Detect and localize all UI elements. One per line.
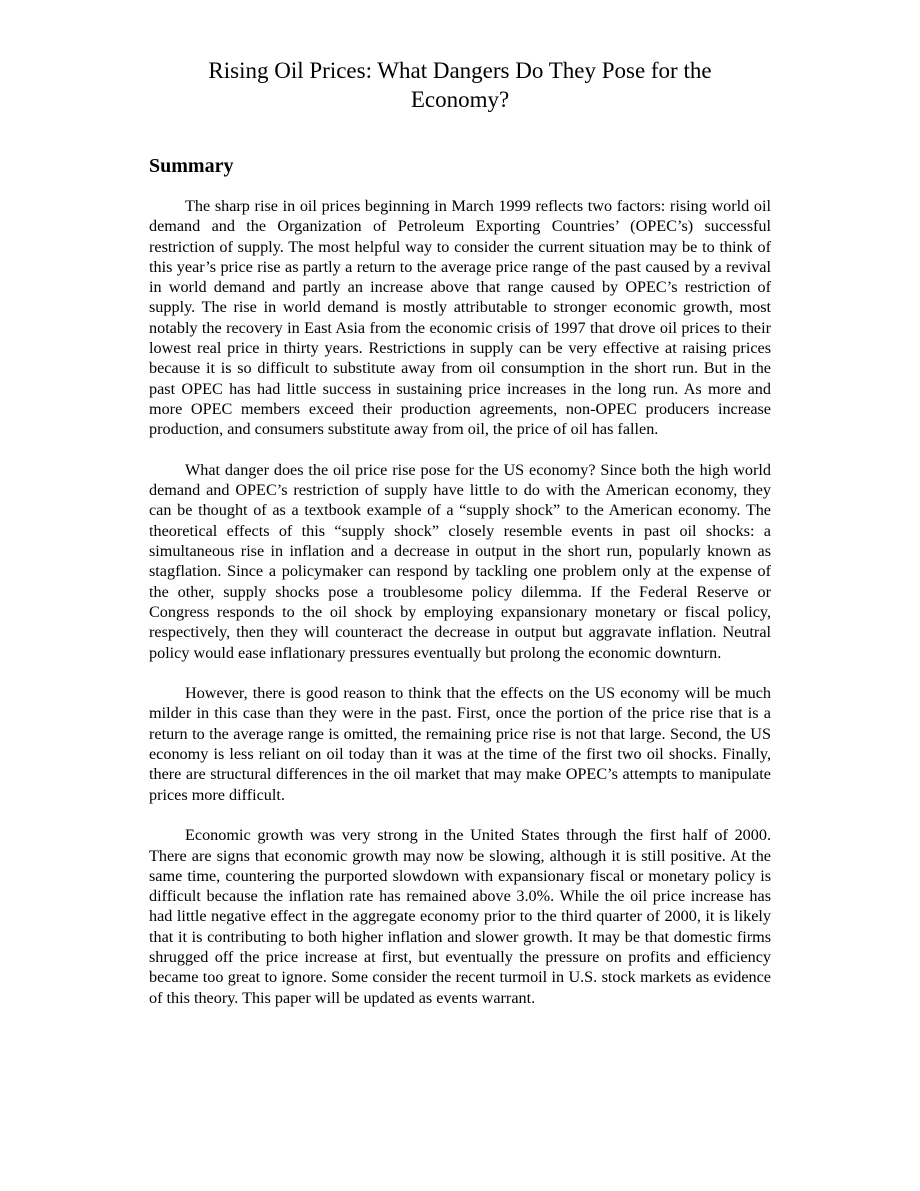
summary-paragraph-1: The sharp rise in oil prices beginning in March 1999 reflects two factors: rising world oil demand and the Organization of Petroleum Exporting Countries’ (OPEC’s) successful restriction of supply. The most helpful way to consider the current situation may be to think of this year’s price rise as partly a return to the average price range of the past caused by a revival in world demand and partly an increase above that range caused by OPEC’s restriction of supply. The rise in world demand is mostly attributable to stronger economic growth, most notably the recovery in East Asia from the economic crisis of 1997 that drove oil prices to their lowest real price in thirty years. Restrictions in supply can be very effective at raising prices because it is so difficult to substitute away from oil consumption in the short run. But in the past OPEC has had little success in sustaining price increases in the long run. As more and more OPEC members exceed their production agreements, non-OPEC producers increase production, and consumers substitute away from oil, the price of oil has fallen. — [149, 197, 771, 439]
section-heading-summary: Summary — [149, 155, 234, 177]
summary-paragraph-2: What danger does the oil price rise pose for the US economy? Since both the high world demand and OPEC’s restriction of supply have little to do with the American economy, they can be thought of as a textbook example of a “supply shock” to the American economy. The theoretical effects of this “supply shock” closely resemble events in past oil shocks: a simultaneous rise in inflation and a decrease in output in the short run, popularly known as stagflation. Since a policymaker can respond by tackling one problem only at the expense of the other, supply shocks pose a troublesome policy dilemma. If the Federal Reserve or Congress responds to the oil shock by employing expansionary monetary or fiscal policy, respectively, then they will counteract the decrease in output but aggravate inflation. Neutral policy would ease inflationary pressures eventually but prolong the economic downturn. — [149, 460, 771, 662]
document-title: Rising Oil Prices: What Dangers Do They Pose for the Economy? — [208, 58, 712, 112]
document-page — [149, 56, 771, 1028]
summary-paragraph-4: Economic growth was very strong in the United States through the first half of 2000. There are signs that economic growth may now be slowing, although it is still positive. At the same time, countering the purported slowdown with expansionary fiscal or monetary policy is difficult because the inflation rate has remained above 3.0%. While the oil price increase has had little negative effect in the aggregate economy prior to the third quarter of 2000, it is likely that it is contributing to both higher inflation and slower growth. It may be that domestic firms shrugged off the price increase at first, but eventually the pressure on profits and efficiency became too great to ignore. Some consider the recent turmoil in U.S. stock markets as evidence of this theory. This paper will be updated as events warrant. — [149, 826, 771, 1007]
summary-paragraph-3: However, there is good reason to think that the effects on the US economy will be much milder in this case than they were in the past. First, once the portion of the price rise that is a return to the average range is omitted, the remaining price rise is not that large. Second, the US economy is less reliant on oil today than it was at the time of the first two oil shocks. Finally, there are structural differences in the oil market that may make OPEC’s attempts to manipulate prices more difficult. — [149, 684, 771, 804]
